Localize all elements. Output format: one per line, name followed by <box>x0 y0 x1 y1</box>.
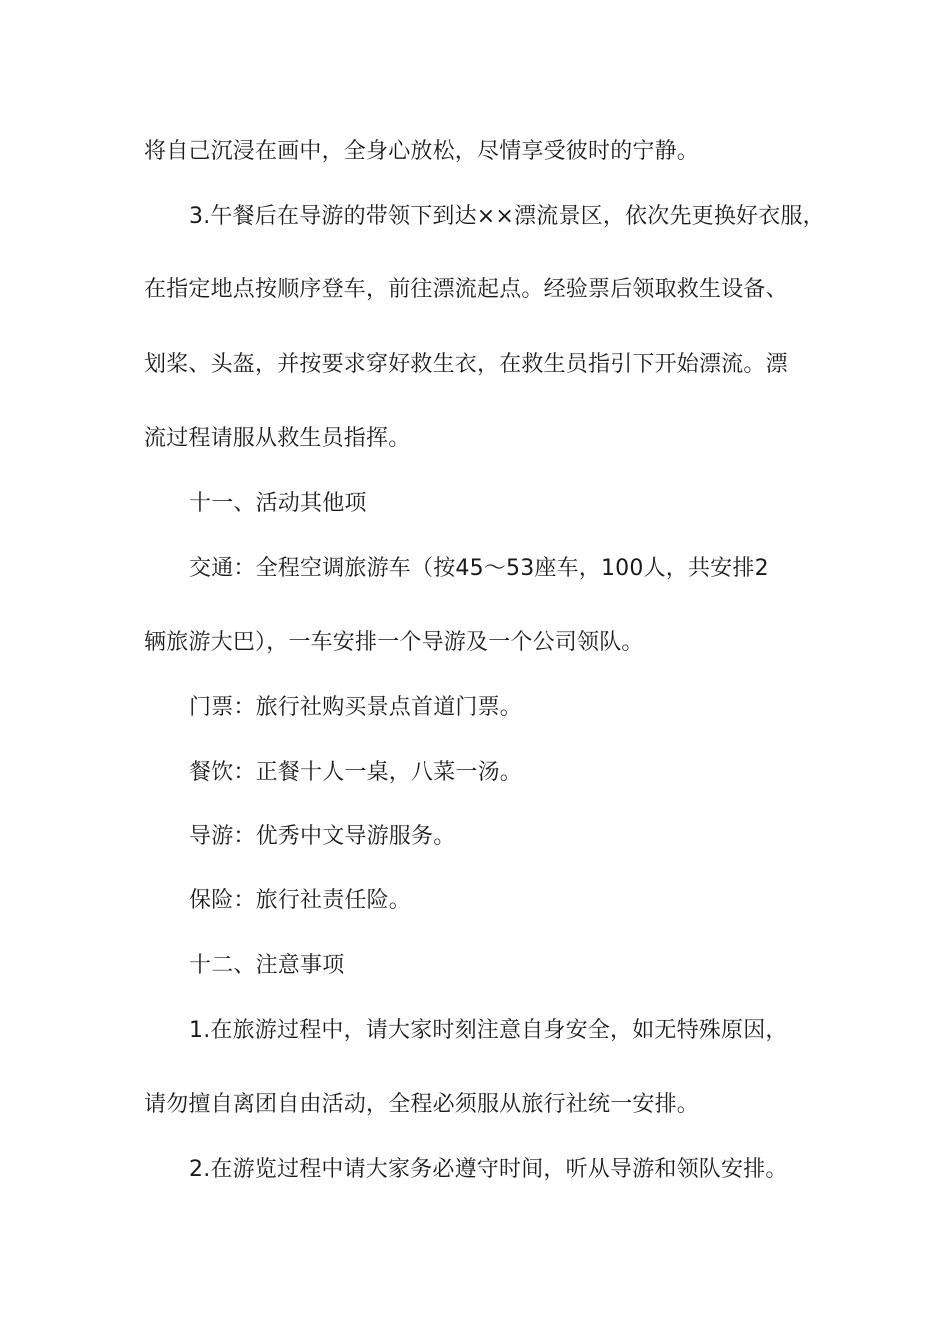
note-1-line-1: 1.在旅游过程中，请大家时刻注意自身安全，如无特殊原因， <box>189 1018 788 1043</box>
section-11-heading: 十一、活动其他项 <box>189 491 367 516</box>
tickets-line: 门票：旅行社购买景点首道门票。 <box>189 695 523 720</box>
transport-line-1: 交通：全程空调旅游车（按45～53座车，100人，共安排2 <box>189 556 769 581</box>
meals-line: 餐饮：正餐十人一桌，八菜一汤。 <box>189 760 523 785</box>
section-12-heading: 十二、注意事项 <box>189 953 345 978</box>
paragraph-3-line-1: 3.午餐后在导游的带领下到达××漂流景区，依次先更换好衣服， <box>189 204 825 229</box>
paragraph-2-continuation: 将自己沉浸在画中，全身心放松，尽情享受彼时的宁静。 <box>144 139 700 164</box>
transport-line-2: 辆旅游大巴），一车安排一个导游及一个公司领队。 <box>144 630 644 655</box>
note-1-line-2: 请勿擅自离团自由活动，全程必须服从旅行社统一安排。 <box>144 1092 700 1117</box>
note-2-line-1: 2.在游览过程中请大家务必遵守时间，听从导游和领队安排。 <box>189 1157 788 1182</box>
insurance-line: 保险：旅行社责任险。 <box>189 888 412 913</box>
paragraph-3-line-2: 在指定地点按顺序登车，前往漂流起点。经验票后领取救生设备、 <box>144 277 788 302</box>
paragraph-3-line-4: 流过程请服从救生员指挥。 <box>144 426 411 451</box>
guide-line: 导游：优秀中文导游服务。 <box>189 824 456 849</box>
paragraph-3-line-3: 划桨、头盔，并按要求穿好救生衣，在救生员指引下开始漂流。漂 <box>144 352 788 377</box>
